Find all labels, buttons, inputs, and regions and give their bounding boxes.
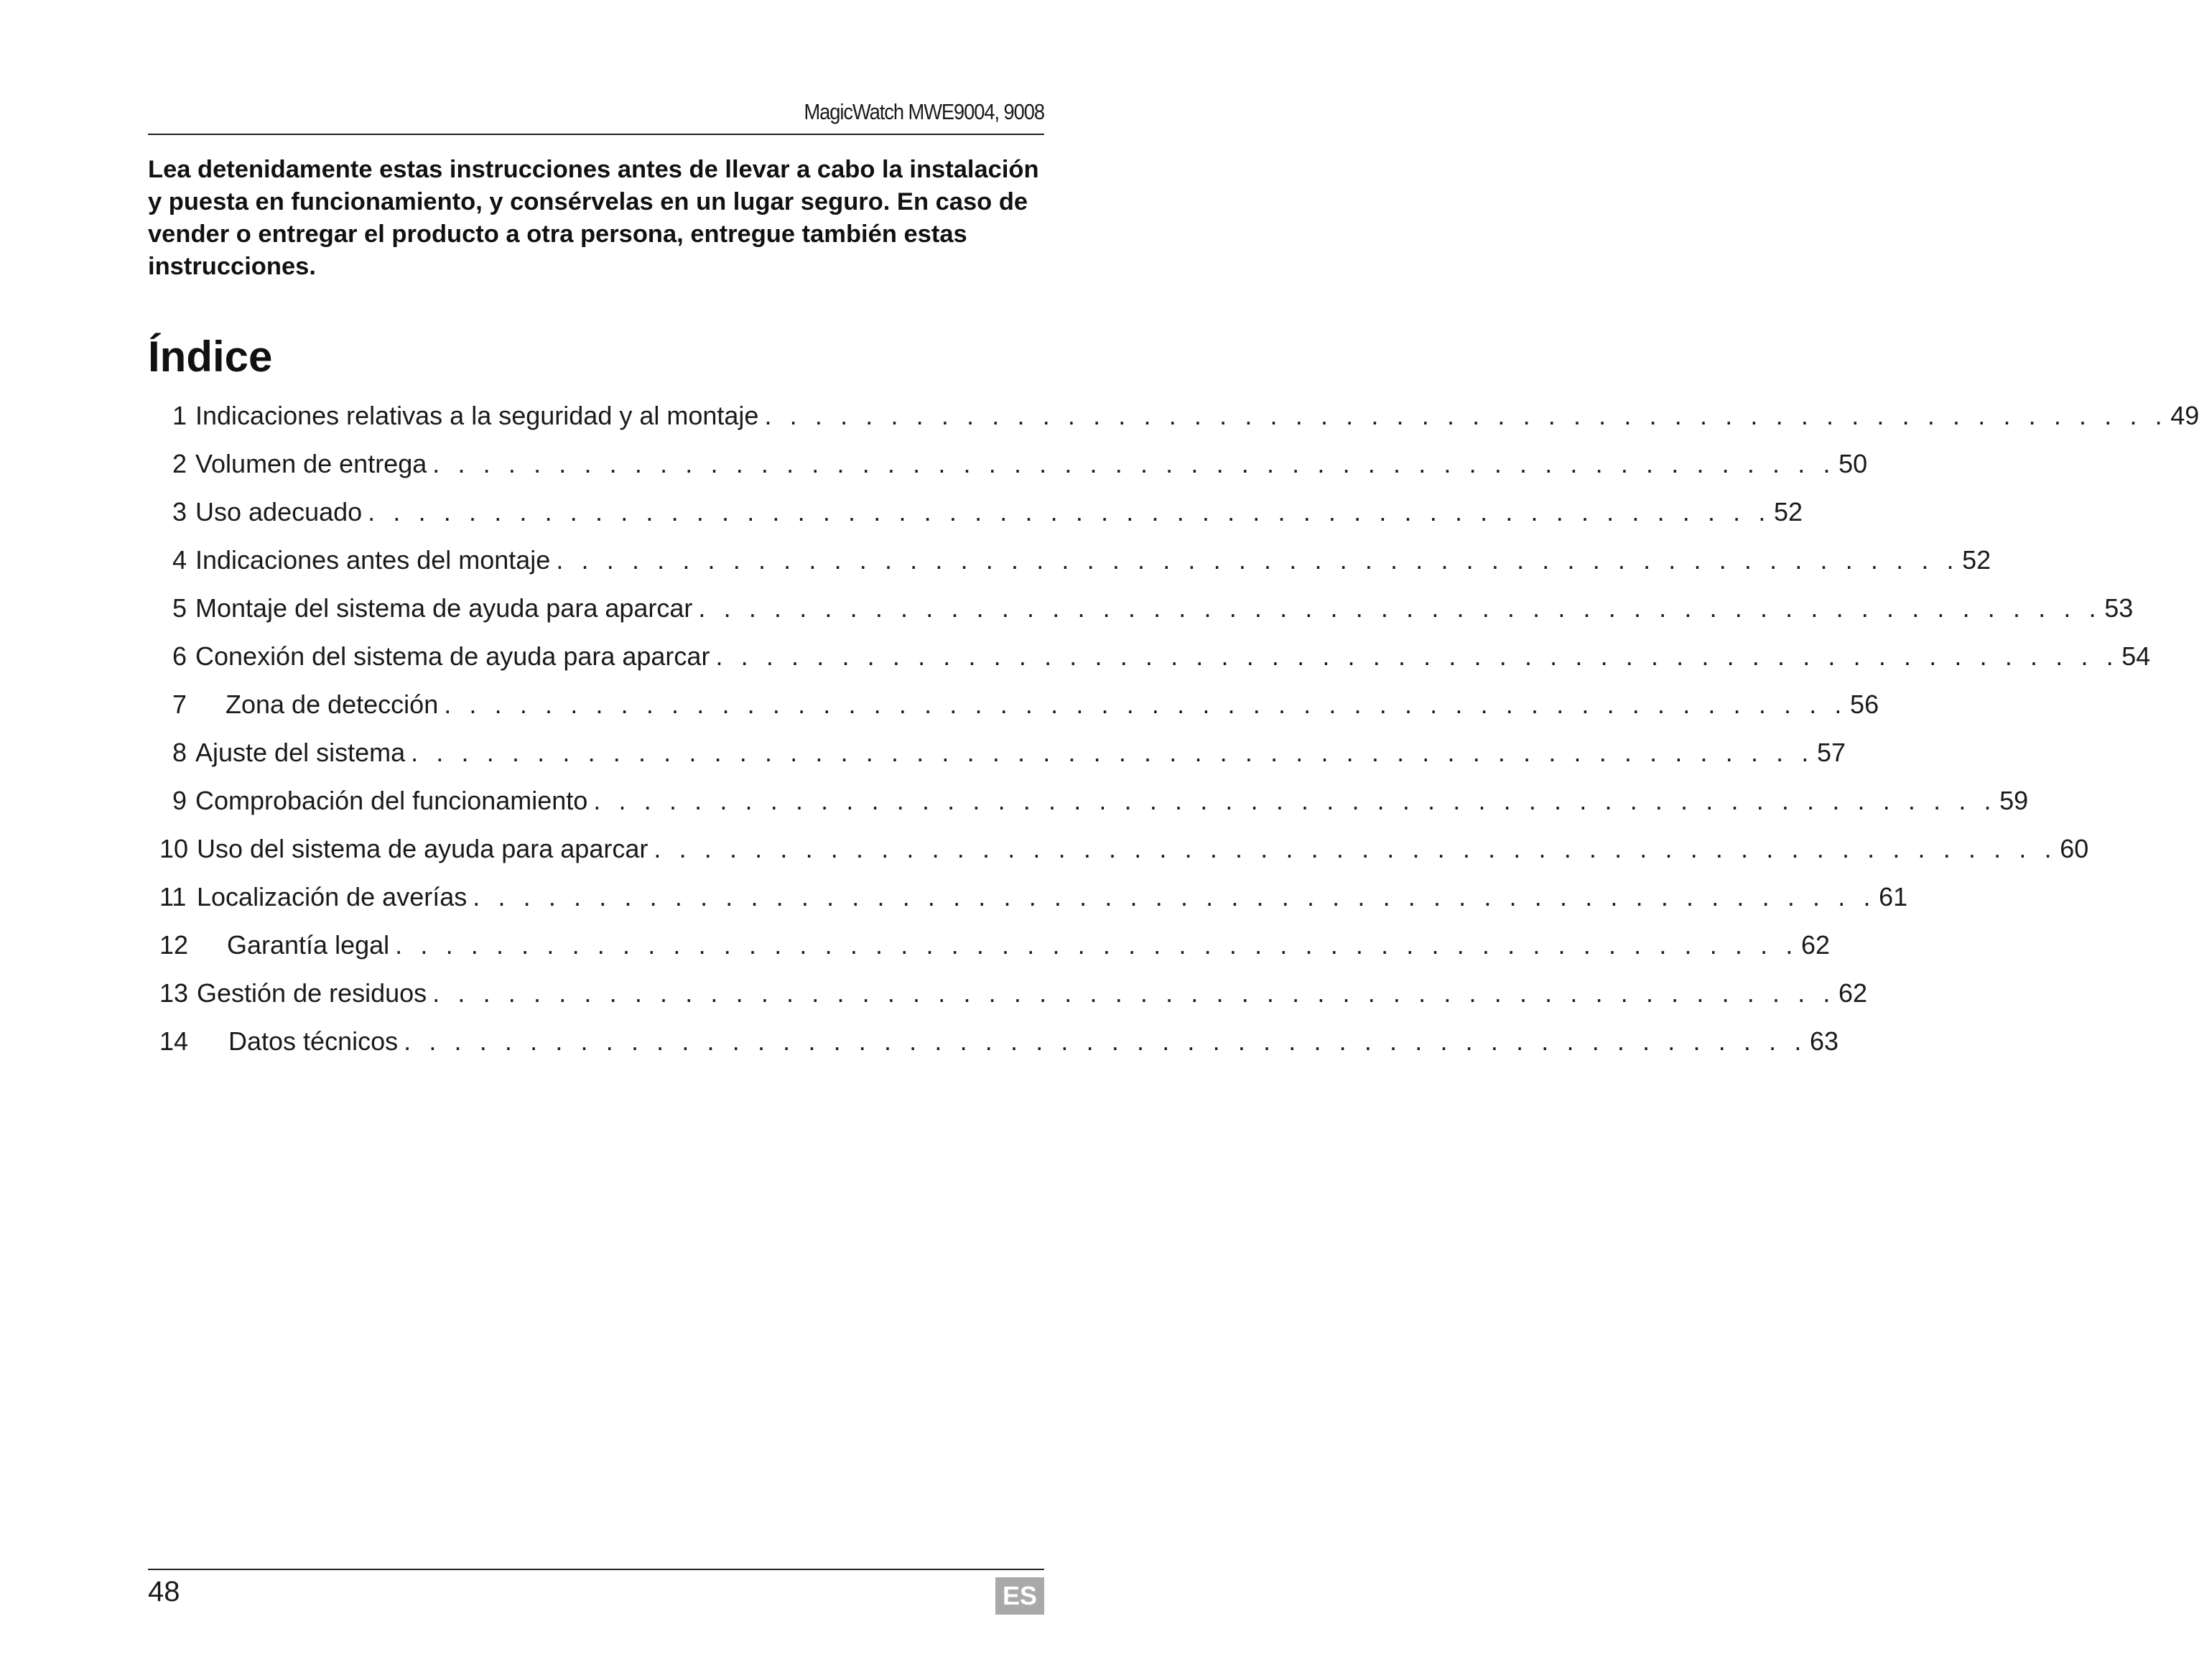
toc-entry-page: 56 <box>1850 690 1879 719</box>
toc-entry-title: Indicaciones relativas a la seguridad y al montaje <box>195 401 759 430</box>
toc-entry-page: 61 <box>1879 882 1908 911</box>
toc-leader-dots: . . . . . . . . . . . . . . . . . . . . . . . . . . . . . . . . . . . . . . . . . . . . . . . . . . . . . . . . <box>368 497 1771 526</box>
toc-entry[interactable] <box>172 447 1868 481</box>
toc-entry-title: Comprobación del funcionamiento <box>195 786 588 815</box>
toc-entry-number: 1 <box>172 401 187 430</box>
toc-entry-page: 54 <box>2121 641 2151 671</box>
toc-entry[interactable] <box>159 881 1908 914</box>
toc-entry-number: 9 <box>172 786 187 815</box>
toc-leader-dots: . . . . . . . . . . . . . . . . . . . . . . . . . . . . . . . . . . . . . . . . . . . . . . . . . . . . . . . . <box>395 930 1798 960</box>
toc-entry-number: 11 <box>159 882 187 911</box>
toc-entry-title: Datos técnicos <box>228 1026 399 1056</box>
toc-entry-number: 6 <box>172 641 187 671</box>
page-number: 48 <box>148 1576 180 1607</box>
toc-entry-page: 52 <box>1962 545 1991 575</box>
toc-entry-page: 52 <box>1774 497 1803 526</box>
toc-entry[interactable] <box>159 929 1831 962</box>
toc-entry[interactable] <box>172 496 1803 529</box>
toc-entry-number: 3 <box>172 497 187 526</box>
toc-leader-dots: . . . . . . . . . . . . . . . . . . . . . . . . . . . . . . . . . . . . . . . . . . . . . . . . . . . . . . . . <box>715 641 2119 671</box>
toc-entry-page: 59 <box>1999 786 2029 815</box>
header-divider <box>148 134 1044 135</box>
toc-entry-title: Garantía legal <box>227 930 390 960</box>
toc-entry-title: Zona de detección <box>226 690 439 719</box>
toc-entry-number: 8 <box>172 738 187 767</box>
toc-entry-number: 7 <box>172 690 187 719</box>
toc-leader-dots: . . . . . . . . . . . . . . . . . . . . . . . . . . . . . . . . . . . . . . . . . . . . . . . . . . . . . . . . <box>473 882 1877 911</box>
toc-entry-page: 62 <box>1800 930 1831 960</box>
toc-entry-page: 57 <box>1816 738 1846 767</box>
toc-leader-dots: . . . . . . . . . . . . . . . . . . . . . . . . . . . . . . . . . . . . . . . . . . . . . . . . . . . . . . . . <box>432 449 1836 478</box>
toc-entry-number: 10 <box>159 834 189 863</box>
toc-entry-title: Conexión del sistema de ayuda para aparcar <box>195 641 710 671</box>
toc-entry[interactable] <box>172 399 2199 432</box>
running-header: MagicWatch MWE9004, 9008 <box>804 99 1044 124</box>
footer-divider <box>148 1569 1044 1570</box>
toc-leader-dots: . . . . . . . . . . . . . . . . . . . . . . . . . . . . . . . . . . . . . . . . . . . . . . . . . . . . . . . . <box>432 978 1836 1008</box>
toc-entry-number: 5 <box>172 593 187 623</box>
toc-entry-title: Localización de averías <box>197 882 468 911</box>
toc-entry[interactable] <box>172 736 1846 769</box>
toc-leader-dots: . . . . . . . . . . . . . . . . . . . . . . . . . . . . . . . . . . . . . . . . . . . . . . . . . . . . . . . . <box>404 1026 1807 1056</box>
toc-title: Índice <box>148 333 273 381</box>
toc-entry[interactable] <box>172 784 2029 817</box>
toc-entry[interactable] <box>159 1025 1838 1058</box>
toc-entry[interactable] <box>159 977 1868 1010</box>
toc-entry-title: Gestión de residuos <box>197 978 427 1008</box>
toc-entry-number: 2 <box>172 449 187 478</box>
toc-entry[interactable] <box>172 592 2134 625</box>
toc-entry[interactable] <box>159 832 2089 865</box>
toc-entry-page: 63 <box>1809 1026 1838 1056</box>
toc-entry-title: Montaje del sistema de ayuda para aparcar <box>195 593 693 623</box>
toc-entry-number: 12 <box>159 930 189 960</box>
toc-entry-number: 4 <box>172 545 187 575</box>
toc-leader-dots: . . . . . . . . . . . . . . . . . . . . . . . . . . . . . . . . . . . . . . . . . . . . . . . . . . . . . . . . <box>654 834 2058 863</box>
language-badge: ES <box>995 1577 1044 1615</box>
toc-leader-dots: . . . . . . . . . . . . . . . . . . . . . . . . . . . . . . . . . . . . . . . . . . . . . . . . . . . . . . . . <box>444 690 1848 719</box>
toc-leader-dots: . . . . . . . . . . . . . . . . . . . . . . . . . . . . . . . . . . . . . . . . . . . . . . . . . . . . . . . . <box>556 545 1960 575</box>
toc-entry-title: Volumen de entrega <box>195 449 427 478</box>
toc-leader-dots: . . . . . . . . . . . . . . . . . . . . . . . . . . . . . . . . . . . . . . . . . . . . . . . . . . . . . . . . <box>593 786 1997 815</box>
toc-entry[interactable] <box>172 640 2151 673</box>
toc-entry-number: 14 <box>159 1026 189 1056</box>
toc-entry-title: Uso del sistema de ayuda para aparcar <box>197 834 648 863</box>
toc-entry-page: 49 <box>2170 401 2199 430</box>
toc-entry-page: 62 <box>1838 978 1868 1008</box>
toc-leader-dots: . . . . . . . . . . . . . . . . . . . . . . . . . . . . . . . . . . . . . . . . . . . . . . . . . . . . . . . . <box>411 738 1814 767</box>
toc-leader-dots: . . . . . . . . . . . . . . . . . . . . . . . . . . . . . . . . . . . . . . . . . . . . . . . . . . . . . . . . <box>698 593 2102 623</box>
toc-entry-page: 53 <box>2104 593 2134 623</box>
toc-leader-dots: . . . . . . . . . . . . . . . . . . . . . . . . . . . . . . . . . . . . . . . . . . . . . . . . . . . . . . . . <box>764 401 2168 430</box>
toc-entry[interactable] <box>172 688 1879 721</box>
toc-entry-title: Ajuste del sistema <box>195 738 406 767</box>
toc-entry-number: 13 <box>159 978 189 1008</box>
intro-notice: Lea detenidamente estas instrucciones antes de llevar a cabo la instalación y puesta en funcionamiento, y consérvelas en un lugar seguro. En caso de vender o entregar el producto a otra persona, entregue también estas instrucciones. <box>148 156 1039 280</box>
toc-entry-title: Indicaciones antes del montaje <box>195 545 551 575</box>
toc-entry-page: 60 <box>2060 834 2089 863</box>
toc-entry-page: 50 <box>1838 449 1868 478</box>
toc-entry-title: Uso adecuado <box>195 497 363 526</box>
toc-entry[interactable] <box>172 544 1991 577</box>
